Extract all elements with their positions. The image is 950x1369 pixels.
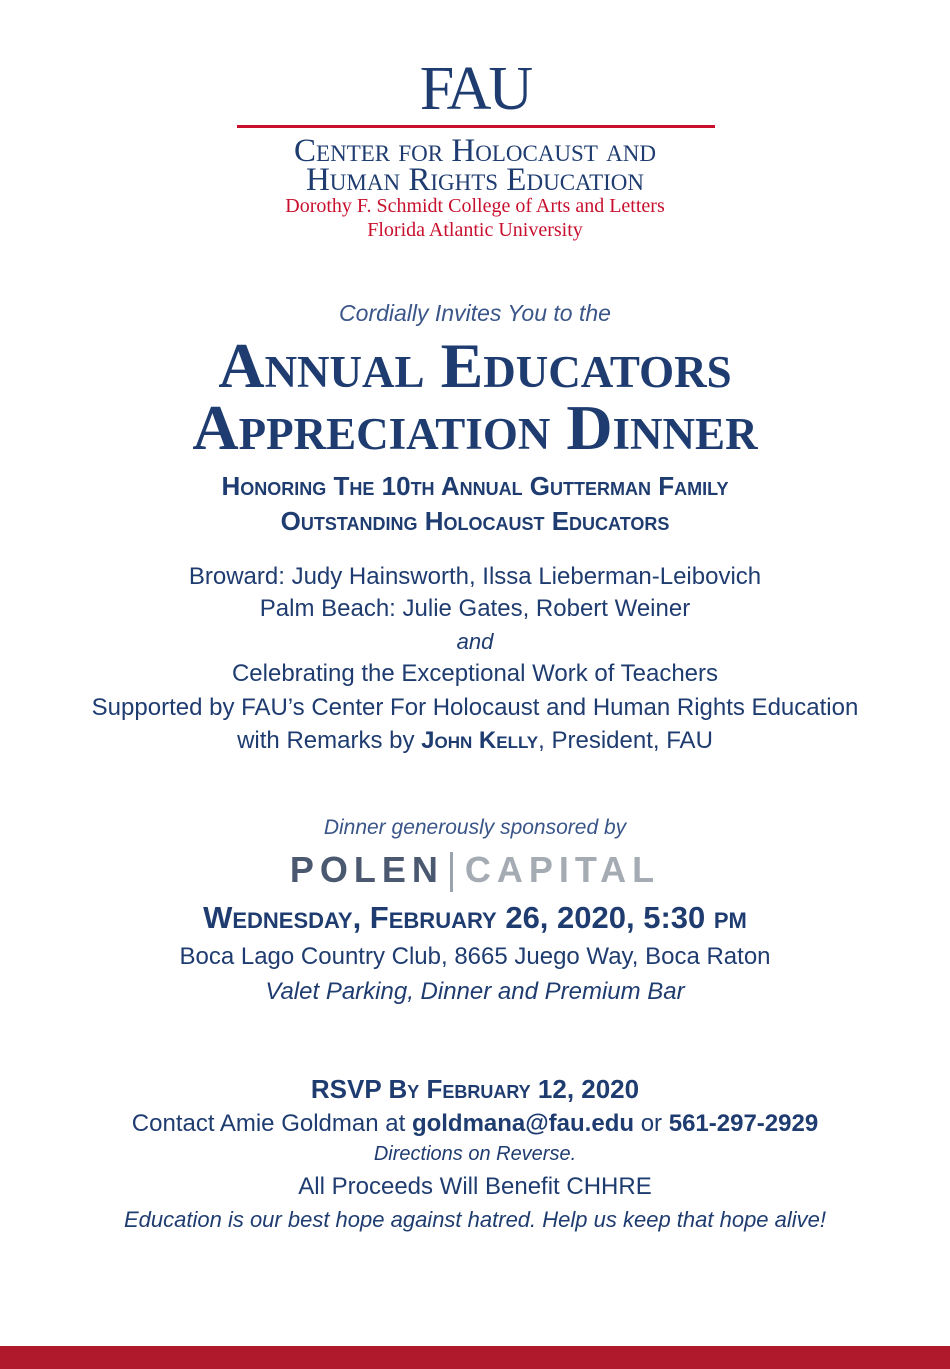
event-title-line2: Appreciation Dinner [192,392,758,463]
event-title-line1: Annual Educators [218,330,732,401]
university-name: Florida Atlantic University [367,219,583,241]
honorees-broward: Broward: Judy Hainsworth, Ilssa Lieberman-Leibovich [188,563,762,590]
and-conjunction: and [456,629,494,654]
sponsor-name-part1: POLEN [289,849,444,890]
honoring-line1: Honoring The 10th Annual Gutterman Family [221,471,729,501]
event-amenities: Valet Parking, Dinner and Premium Bar [265,978,685,1005]
fau-logo [0,55,950,123]
contact-phone-link[interactable]: 561-297-2929 [668,1110,819,1137]
invitation-intro: Cordially Invites You to the [339,300,611,326]
sponsor-divider [450,852,453,892]
center-name-line1: Center for Holocaust and [294,133,656,169]
contact-or: or [634,1110,669,1137]
sponsored-by-text: Dinner generously sponsored by [323,816,627,839]
honorees-palm-beach: Palm Beach: Julie Gates, Robert Weiner [259,595,691,622]
rsvp-contact [0,1108,950,1140]
remarks-line [0,725,950,757]
remarks-speaker: John Kelly [421,727,539,754]
remarks-prefix: with Remarks by [237,727,422,754]
sponsor-name-part2: CAPITAL [464,849,661,890]
fau-logo-text: FAU [419,55,531,123]
polen-capital-logo [0,848,950,892]
honoring-line2: Outstanding Holocaust Educators [280,506,670,536]
event-venue: Boca Lago Country Club, 8665 Juego Way, Boca Raton [179,943,771,970]
contact-prefix: Contact Amie Goldman at [131,1110,412,1137]
college-name: Dorothy F. Schmidt College of Arts and Letters [285,195,665,217]
rsvp-deadline: RSVP By February 12, 2020 [310,1074,640,1104]
proceeds-note: All Proceeds Will Benefit CHHRE [298,1173,652,1200]
remarks-suffix: , President, FAU [538,727,713,754]
footer-bar [0,1346,950,1369]
center-name-line2: Human Rights Education [305,162,645,198]
header-divider [237,125,715,128]
directions-note: Directions on Reverse. [373,1143,577,1165]
contact-email-link[interactable]: goldmana@fau.edu [411,1110,635,1137]
tagline: Education is our best hope against hatred. Help us keep that hope alive! [123,1207,827,1232]
celebrating-line2: Supported by FAU’s Center For Holocaust and Human Rights Education [91,694,859,721]
celebrating-line1: Celebrating the Exceptional Work of Teachers [231,660,719,687]
event-date: Wednesday, February 26, 2020, 5:30 pm [203,900,747,935]
